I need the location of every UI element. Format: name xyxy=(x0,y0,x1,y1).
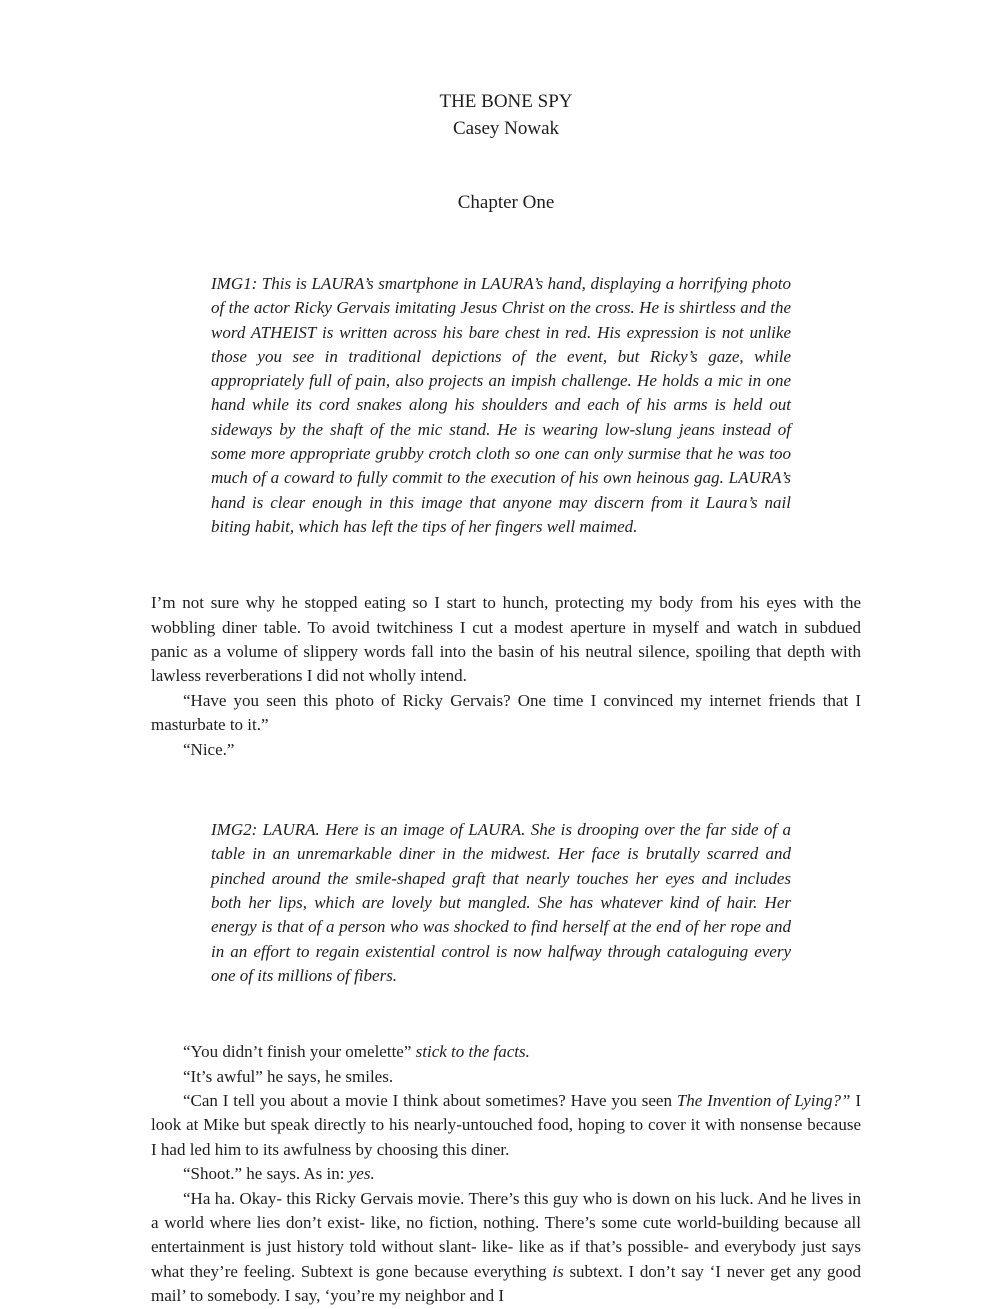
page-title: THE BONE SPY xyxy=(439,91,573,112)
image-description-img2: IMG2: LAURA. Here is an image of LAURA. She is drooping over the far side of a table in an unremarkable diner in the midwest. Her face is brutally scarred and pinched around the smile-shaped graft that nearly touches her eyes and includes both her lips, which are lovely but mangled. She has whatever kind of hair. Her energy is that of a person who was shocked to find herself at the end of her rope and in an effort to regain existential control is now halfway through cataloguing every one of its millions of fibers. xyxy=(211,820,791,985)
shoot-italic-yes: yes. xyxy=(348,1164,375,1184)
paragraph-dialogue-awful: “It’s awful” he says, he smiles. xyxy=(183,1066,394,1086)
paragraph-hunch: I’m not sure why he stopped eating so I start to hunch, protecting my body from his eyes with the wobbling diner table. To avoid twitchiness I cut a modest aperture in myself and watch in subdued panic as a volume of slippery words fall into the basin of his neutral silence, spoiling that depth with lawless reverberations I did not wholly intend. xyxy=(151,593,861,686)
paragraph-dialogue-nice: “Nice.” xyxy=(183,739,235,759)
paragraph-dialogue-shoot xyxy=(151,1162,861,1186)
movie-text-start: “Can I tell you about a movie I think about sometimes? Have you seen xyxy=(183,1091,677,1110)
movie-title-italic: The Invention of Lying?” xyxy=(676,1091,851,1110)
haha-text-end: subtext. I don’t say ‘I never get any good mail’ to somebody. I say, ‘you’re my neighbor and I xyxy=(151,1261,861,1306)
image-description-img1: IMG1: This is LAURA’s smartphone in LAURA’s hand, displaying a horrifying photo of the actor Ricky Gervais imitating Jesus Christ on the cross. He is shirtless and the word ATHEIST is written across his bare chest in red. His expression is not unlike those you see in traditional depictions of the event, but Ricky’s gaze, while appropriately full of pain, also projects an impish challenge. He holds a mic in one hand while its cord snakes along his shoulders and each of his arms is held out sideways by the shaft of the mic stand. He is wearing low-slung jeans instead of some more appropriate grubby crotch cloth so one can only surmise that he was too much of a coward to fully commit to the execution of his own heinous gag. LAURA’s hand is clear enough in this image that anyone may discern from it Laura’s nail biting habit, which has left the tips of her fingers well maimed. xyxy=(211,274,791,536)
shoot-text: “Shoot.” he says. As in: xyxy=(183,1164,349,1184)
omelette-text: “You didn’t finish your omelette” xyxy=(183,1042,416,1062)
chapter-heading: Chapter One xyxy=(457,192,555,213)
movie-text-end: I look at Mike but speak directly to his nearly-untouched food, hoping to cover it with nonsense because I had led him to its awfulness by choosing this diner. xyxy=(151,1091,862,1159)
paragraph-dialogue-haha xyxy=(151,1187,861,1309)
paragraph-dialogue-photo: “Have you seen this photo of Ricky Gervais? One time I convinced my internet friends that I masturbate to it.” xyxy=(151,690,861,735)
haha-italic-is: is xyxy=(552,1261,564,1281)
paragraph-dialogue-omelette xyxy=(151,1040,861,1064)
haha-text-start: “Ha ha. Okay- this Ricky Gervais movie. There’s this guy who is down on his luck. And he lives in a world where lies don’t exist- like, no fiction, nothing. There’s some cute world-building because all entertainment is just history told without slant- like- like as if that’s possible- and everybody just says what they’re feeling. Subtext is gone because everything xyxy=(151,1188,861,1281)
omelette-italic-text: stick to the facts. xyxy=(415,1042,530,1062)
author-name: Casey Nowak xyxy=(452,118,560,139)
paragraph-dialogue-movie xyxy=(151,1089,861,1162)
